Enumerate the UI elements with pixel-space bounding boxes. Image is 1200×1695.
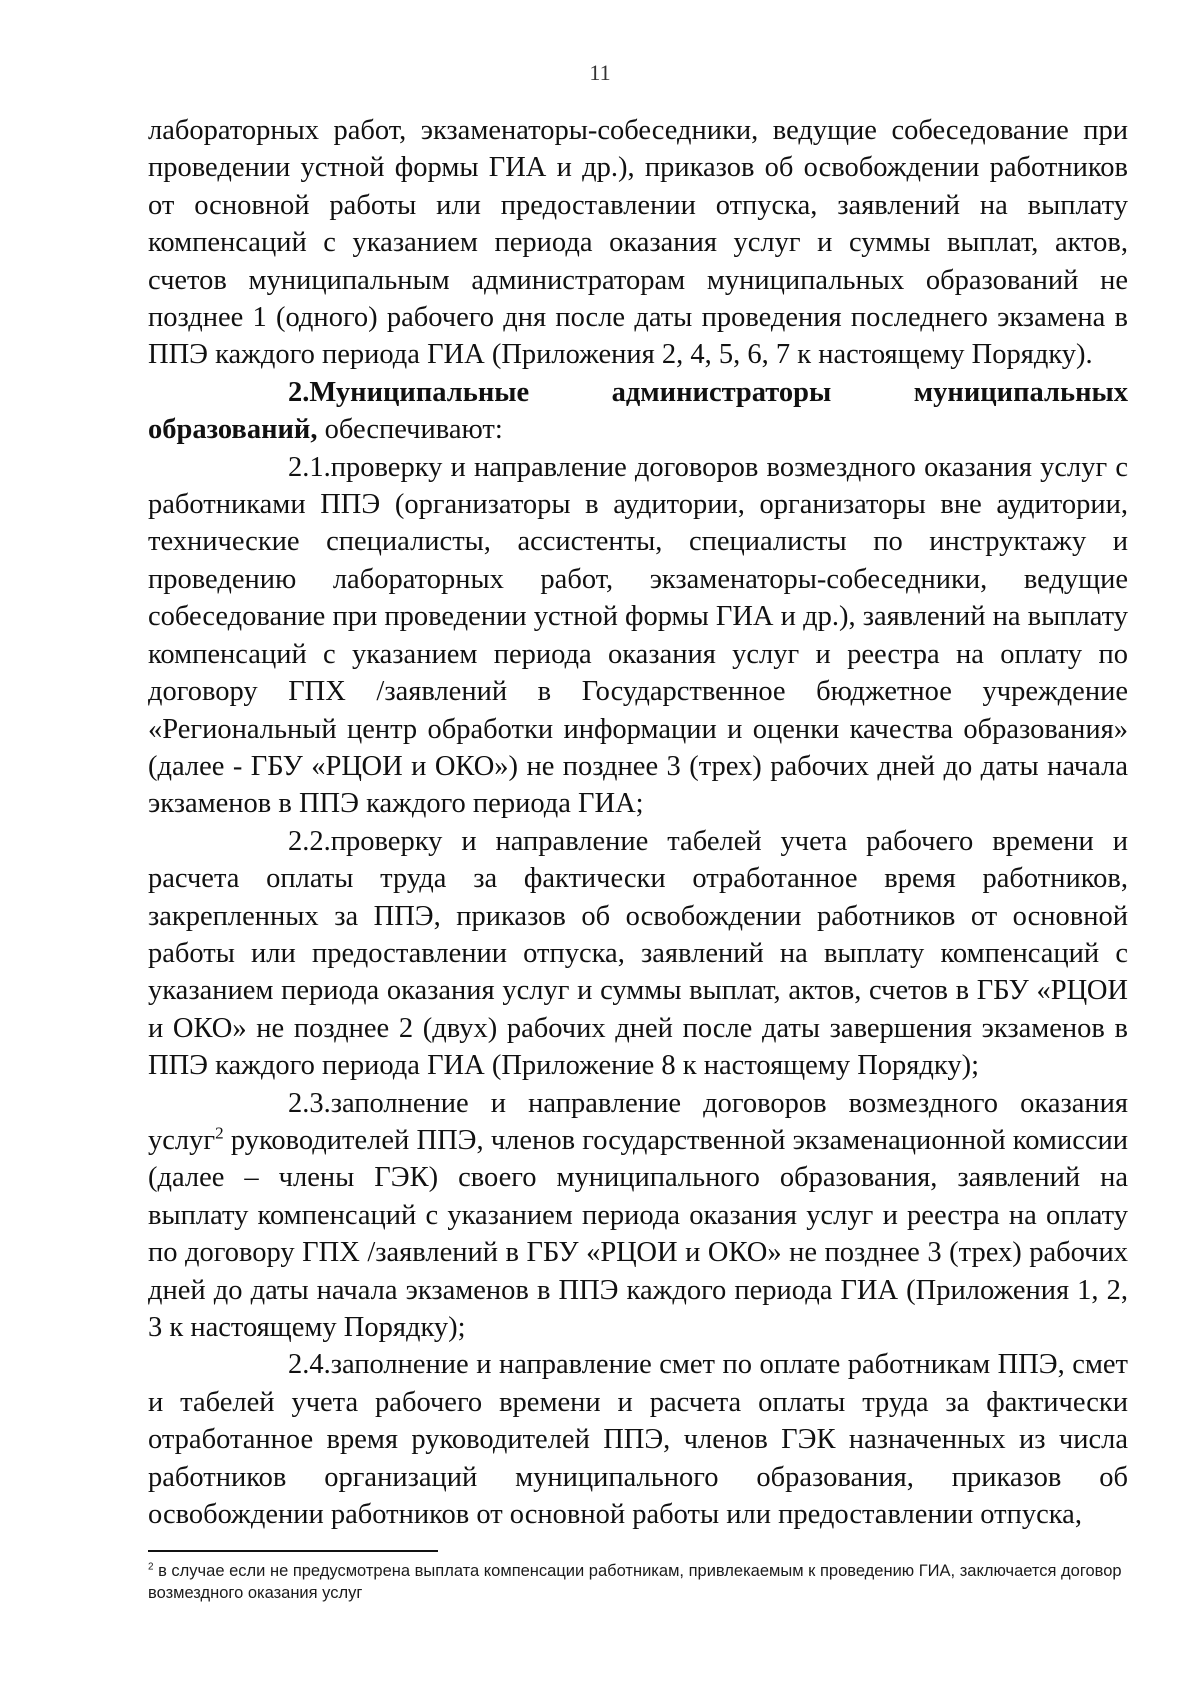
item-text: заполнение и направление смет по оплате работникам ППЭ, смет и табелей учета рабочего времени и расчета оплаты труда за фактически отработанное время руководителей ППЭ, членов ГЭК назначенных из числа работников организаций муниципального образования, приказов об освобождении работников от основной работы или предоставлении отпуска, [148,1349,1128,1531]
item-text: проверку и направление табелей учета рабочего времени и расчета оплаты труда за фактически отработанное время работников, закрепленных за ППЭ, приказов об освобождении работников от основной работы или предоставлении отпуска, заявлений на выплату компенсаций с указанием периода оказания услуг и суммы выплат, актов, счетов в ГБУ «РЦОИ и ОКО» не позднее 2 (двух) рабочих дней после даты завершения экзаменов в ППЭ каждого периода ГИА (Приложение 8 к настоящему Порядку); [148,825,1128,1082]
item-number: 2.1. [288,451,331,483]
item-text: проверку и направление договоров возмездного оказания услуг с работниками ППЭ (организаторы в аудитории, организаторы вне аудитории, технические специалисты, ассистенты, специалисты по инструктажу и проведению лабораторных работ, экзаменаторы-собеседники, ведущие собеседование при проведении устной формы ГИА и др.), заявлений на выплату компенсаций с указанием периода оказания услуг и реестра на оплату по договору ГПХ /заявлений в Государственное бюджетное учреждение «Региональный центр обработки информации и оценки качества образования» (далее - ГБУ «РЦОИ и ОКО») не позднее 3 (трех) рабочих дней до даты начала экзаменов в ППЭ каждого периода ГИА; [148,451,1128,820]
footnote-mark: 2 [148,1561,154,1573]
footnote-divider [148,1550,438,1552]
item-text: заполнение и направление договоров возмездного оказания услуг [148,1087,1128,1156]
section-title-rest: обеспечивают: [317,414,503,446]
page-number: 11 [589,60,611,85]
item-number: 2.2. [288,825,331,857]
item-number: 2.3. [288,1087,331,1119]
continuation-paragraph: лабораторных работ, экзаменаторы-собеседники, ведущие собеседование при проведении устной формы ГИА и др.), приказов об освобождении работников от основной работы или предоставлении отпуска, заявлений на выплату компенсаций с указанием периода оказания услуг и суммы выплат, актов, счетов муниципальным администраторам муниципальных образований не позднее 1 (одного) рабочего дня после даты проведения последнего экзамена в ППЭ каждого периода ГИА (Приложения 2, 4, 5, 6, 7 к настоящему Порядку). [148,115,1128,371]
footnote-text: в случае если не предусмотрена выплата компенсации работникам, привлекаемым к проведению ГИА, заключается договор возмездного оказания услуг [148,1562,1122,1602]
list-item-2-2 [148,823,1128,1085]
list-item-2-3 [148,1085,1128,1347]
footnote-reference: 2 [215,1123,224,1143]
list-item-2-4 [148,1346,1128,1533]
footnote [148,1560,1128,1604]
list-item-2-1 [148,449,1128,823]
section-title: Муниципальные администраторы муниципальных образований, [148,376,1128,446]
item-number: 2.4. [288,1349,331,1381]
document-body [148,112,1128,1533]
section-heading [148,374,1128,449]
section-number: 2. [288,376,310,408]
item-text-continued: руководителей ППЭ, членов государственной экзаменационной комиссии (далее – члены ГЭК) своего муниципального образования, заявлений на выплату компенсаций с указанием периода оказания услуг и реестра на оплату по договору ГПХ /заявлений в ГБУ «РЦОИ и ОКО» не позднее 3 (трех) рабочих дней до даты начала экзаменов в ППЭ каждого периода ГИА (Приложения 1, 2, 3 к настоящему Порядку); [148,1124,1128,1343]
